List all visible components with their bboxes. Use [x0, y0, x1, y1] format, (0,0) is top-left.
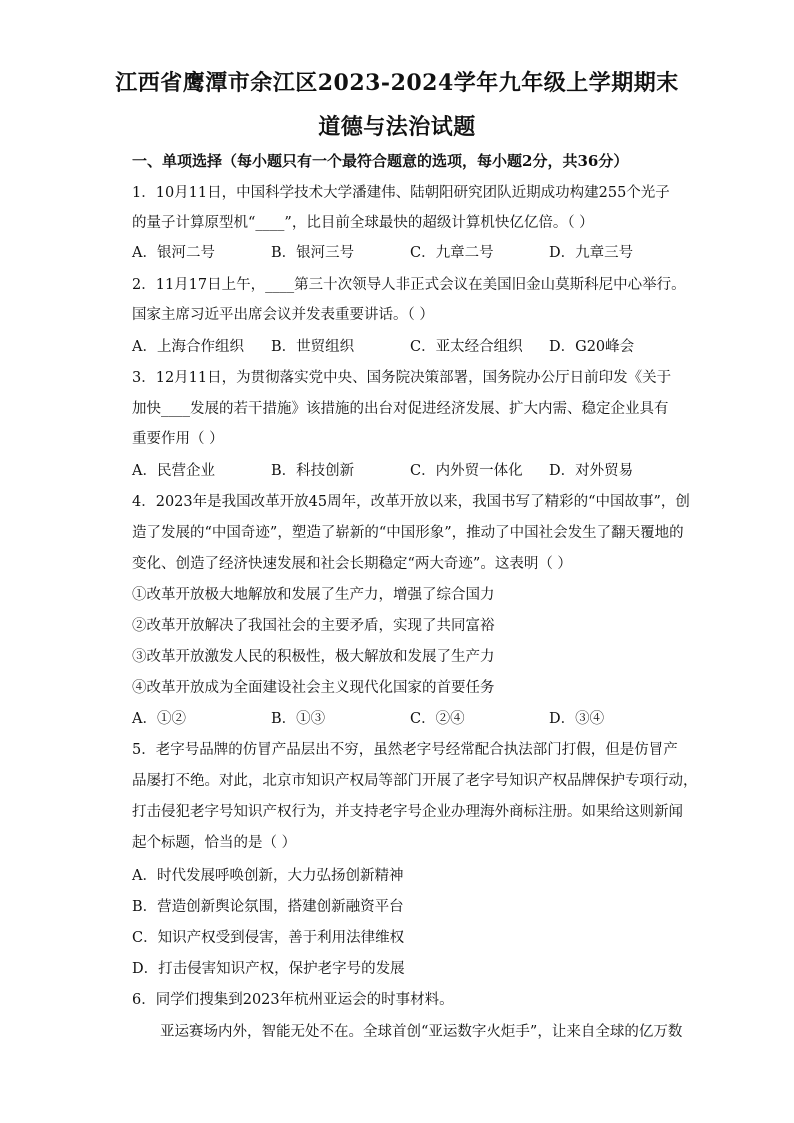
- exam-title-line-1: 江西省鹰潭市余江区2023-2024学年九年级上学期期末: [115, 70, 679, 96]
- question-4-statement-3: ③改革开放激发人民的积极性，极大解放和发展了生产力: [132, 649, 495, 665]
- question-4-option-b: B．①③: [271, 711, 326, 727]
- question-2-option-d: D．G20峰会: [549, 339, 635, 355]
- question-4-option-d: D．③④: [549, 711, 605, 727]
- question-3-option-b: B．科技创新: [271, 463, 355, 479]
- question-5-line-3: 打击侵犯老字号知识产权行为，并支持老字号企业办理海外商标注册。如果给这则新闻: [132, 804, 683, 820]
- question-2-line-1: 2．11月17日上午，____第三十次领导人非正式会议在美国旧金山莫斯科尼中心举行。: [132, 277, 686, 293]
- question-1-line-2: 的量子计算原型机“____”，比目前全球最快的超级计算机快亿亿倍。（ ）: [132, 215, 594, 231]
- question-5-line-1: 5．老字号品牌的仿冒产品层出不穷，虽然老字号经常配合执法部门打假，但是仿冒产: [132, 742, 678, 758]
- question-5-line-4: 起个标题，恰当的是（ ）: [132, 835, 297, 851]
- question-4-line-1: 4．2023年是我国改革开放45周年，改革开放以来，我国书写了精彩的“中国故事”，创: [132, 494, 690, 510]
- question-1-option-a: A．银河二号: [132, 245, 215, 261]
- question-2-option-c: C．亚太经合组织: [410, 339, 523, 355]
- question-3-option-a: A．民营企业: [132, 463, 215, 479]
- question-4-statement-2: ②改革开放解决了我国社会的主要矛盾，实现了共同富裕: [132, 618, 495, 634]
- question-5-option-c: C．知识产权受到侵害，善于利用法律维权: [132, 930, 405, 946]
- exam-title-line-2: 道德与法治试题: [318, 114, 476, 140]
- question-4-statement-1: ①改革开放极大地解放和发展了生产力，增强了综合国力: [132, 587, 495, 603]
- question-1-line-1: 1．10月11日，中国科学技术大学潘建伟、陆朝阳研究团队近期成功构建255个光子: [132, 185, 670, 201]
- question-2-option-a: A．上海合作组织: [132, 339, 244, 355]
- question-3-line-1: 3．12月11日，为贯彻落实党中央、国务院决策部署，国务院办公厅日前印发《关于: [132, 370, 672, 386]
- question-2-option-b: B．世贸组织: [271, 339, 355, 355]
- question-5-option-b: B．营造创新舆论氛围，搭建创新融资平台: [132, 899, 404, 915]
- question-5-option-a: A．时代发展呼唤创新，大力弘扬创新精神: [132, 868, 404, 884]
- question-3-line-3: 重要作用（ ）: [132, 431, 224, 447]
- question-4-line-3: 变化、创造了经济快速发展和社会长期稳定“两大奇迹”。这表明（ ）: [132, 556, 572, 572]
- question-4-line-2: 造了发展的“中国奇迹”，塑造了崭新的“中国形象”，推动了中国社会发生了翻天覆地的: [132, 525, 684, 541]
- question-4-option-c: C．②④: [410, 711, 465, 727]
- section-heading: 一、单项选择（每小题只有一个最符合题意的选项，每小题2分，共36分）: [132, 152, 629, 170]
- question-1-option-d: D．九章三号: [549, 245, 634, 261]
- question-6-material-paragraph: 亚运赛场内外，智能无处不在。全球首创“亚运数字火炬手”，让来自全球的亿万数: [160, 1024, 683, 1040]
- question-3-option-d: D．对外贸易: [549, 463, 634, 479]
- question-5-line-2: 品屡打不绝。对此，北京市知识产权局等部门开展了老字号知识产权品牌保护专项行动，: [132, 773, 698, 789]
- question-6-line-1: 6．同学们搜集到2023年杭州亚运会的时事材料。: [132, 992, 454, 1008]
- question-3-line-2: 加快____发展的若干措施》该措施的出台对促进经济发展、扩大内需、稳定企业具有: [132, 401, 669, 417]
- question-3-option-c: C．内外贸一体化: [410, 463, 523, 479]
- question-1-option-b: B．银河三号: [271, 245, 355, 261]
- question-4-option-a: A．①②: [132, 711, 186, 727]
- question-1-option-c: C．九章二号: [410, 245, 494, 261]
- question-5-option-d: D．打击侵害知识产权，保护老字号的发展: [132, 961, 405, 977]
- question-2-line-2: 国家主席习近平出席会议并发表重要讲话。（ ）: [132, 307, 434, 323]
- question-4-statement-4: ④改革开放成为全面建设社会主义现代化国家的首要任务: [132, 680, 495, 696]
